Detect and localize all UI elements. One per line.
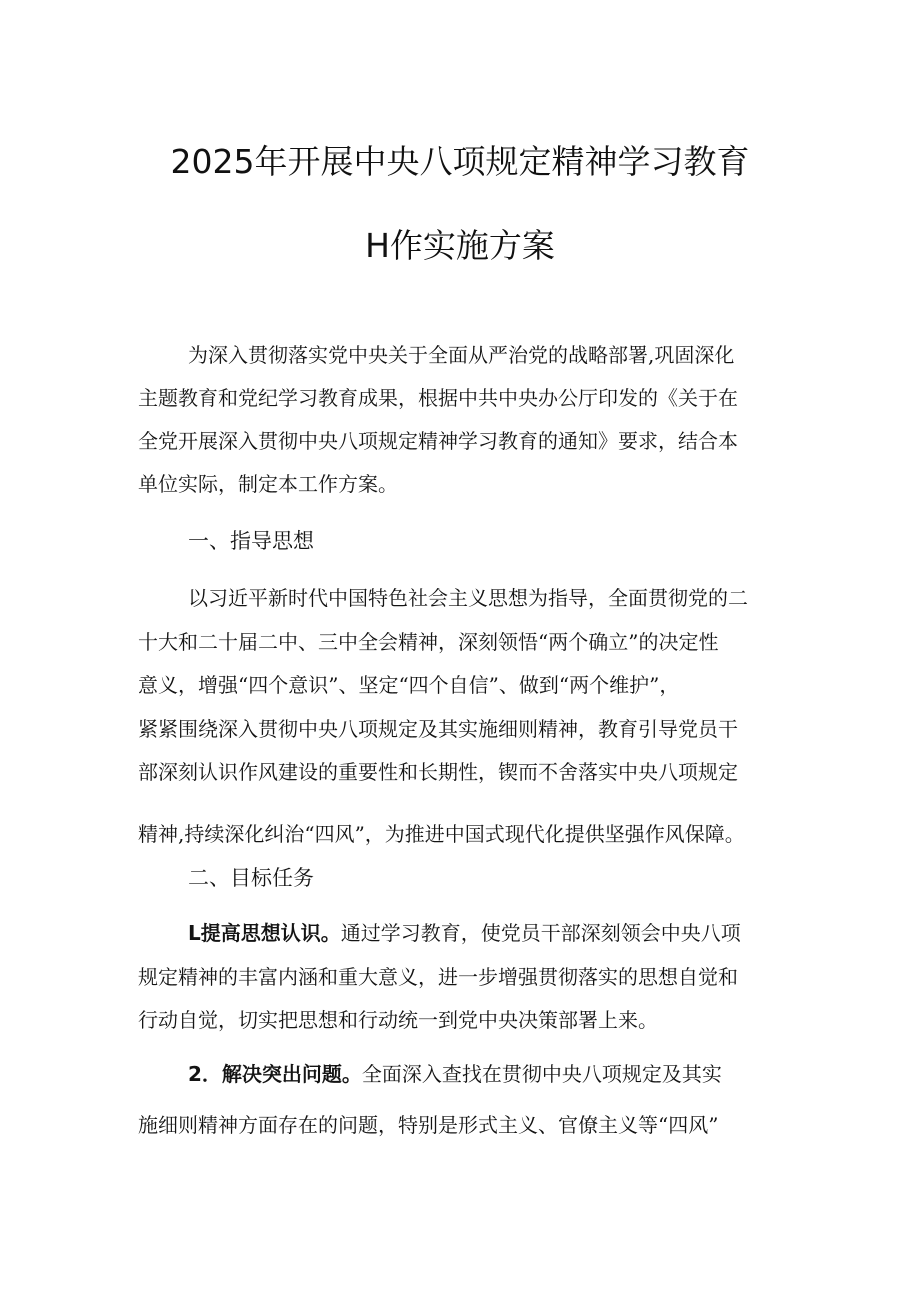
item-1-lead: L提高思想认识。 bbox=[188, 921, 341, 945]
item-2-line-2: 施细则精神方面存在的问题，特别是形式主义、官僚主义等“四风” bbox=[138, 1113, 719, 1137]
section-1-line-4: 紧紧围绕深入贯彻中央八项规定及其实施细则精神，教育引导党员干 bbox=[138, 717, 738, 741]
section-1-heading: 一、指导思想 bbox=[188, 529, 314, 553]
item-2-lead: 2．解决突出问题。 bbox=[188, 1062, 362, 1086]
section-2-heading: 二、目标任务 bbox=[188, 866, 314, 890]
item-1-line-1 bbox=[188, 919, 798, 947]
intro-line-1: 为深入贯彻落实党中央关于全面从严治党的战略部署,巩固深化 bbox=[188, 343, 735, 367]
item-1-text-1: 通过学习教育，使党员干部深刻领会中央八项 bbox=[340, 921, 741, 945]
item-1-line-3: 行动自觉，切实把思想和行动统一到党中央决策部署上来。 bbox=[138, 1008, 658, 1032]
intro-line-4: 单位实际，制定本工作方案。 bbox=[138, 472, 398, 496]
item-2-text-1: 全面深入查找在贯彻中央八项规定及其实 bbox=[361, 1062, 722, 1086]
section-1-line-1: 以习近平新时代中国特色社会主义思想为指导，全面贯彻党的二 bbox=[188, 586, 748, 610]
section-1-line-5: 部深刻认识作风建设的重要性和长期性，锲而不舍落实中央八项规定 bbox=[138, 760, 738, 784]
document-title-line-1: 2025年开展中央八项规定精神学习教育 bbox=[170, 142, 750, 181]
intro-line-2: 主题教育和党纪学习教育成果，根据中共中央办公厅印发的《关于在 bbox=[138, 386, 738, 410]
section-1-line-3: 意义，增强“四个意识”、坚定“四个自信”、做到“两个维护”， bbox=[138, 673, 680, 697]
section-1-line-6: 精神,持续深化纠治“四风”，为推进中国式现代化提供坚强作风保障。 bbox=[138, 822, 745, 846]
section-1-line-2: 十大和二十届二中、三中全会精神，深刻领悟“两个确立”的决定性 bbox=[138, 630, 719, 654]
item-1-line-2: 规定精神的丰富内涵和重大意义，进一步增强贯彻落实的思想自觉和 bbox=[138, 965, 738, 989]
intro-line-3: 全党开展深入贯彻中央八项规定精神学习教育的通知》要求，结合本 bbox=[138, 429, 738, 453]
document-title-line-2: H作实施方案 bbox=[365, 226, 555, 265]
item-2-line-1 bbox=[188, 1060, 798, 1088]
